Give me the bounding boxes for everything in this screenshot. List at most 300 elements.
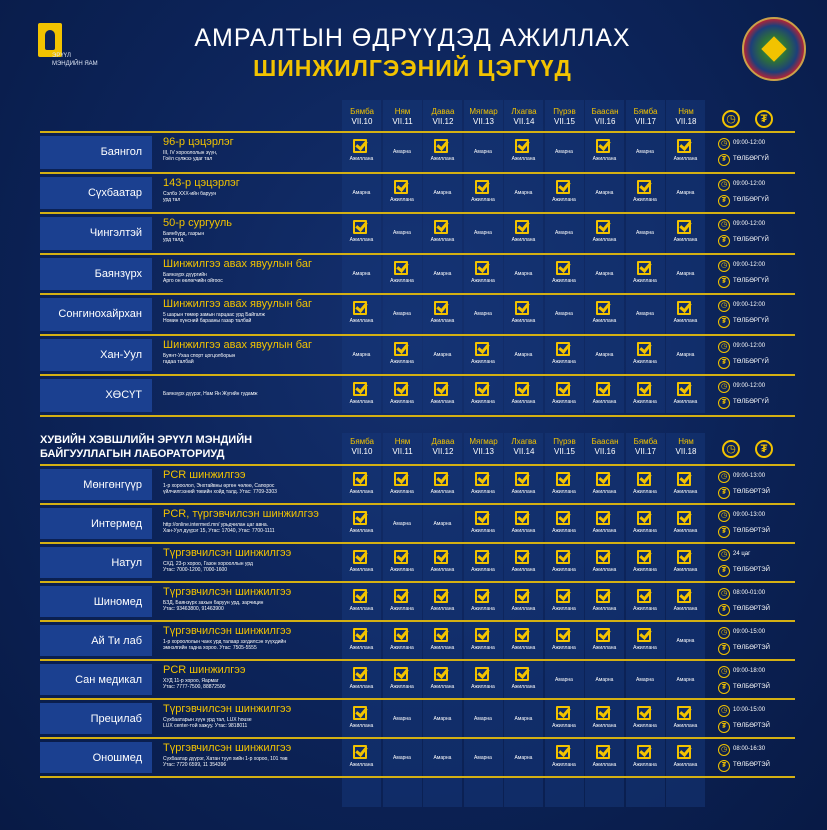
row-district: Сан медикал: [40, 664, 152, 695]
day-status-label: Ажиллана: [592, 528, 617, 534]
day-cell-working: [342, 137, 381, 169]
row-title: Шинжилгээ авах явуулын баг: [163, 298, 312, 310]
day-status-label: Ажиллана: [552, 762, 576, 768]
day-name: Даваа: [431, 437, 455, 446]
day-cell-rest: [585, 665, 624, 697]
checkbox-icon: [434, 628, 448, 642]
day-status-label: Амарна: [393, 149, 411, 155]
row-description: 5 шарын төмөр замын гарцаас урд Байгалж Номин хүнсний барааны газар талбай: [163, 312, 265, 324]
checkbox-icon: [515, 667, 529, 681]
row-district: Баянзүрх: [40, 258, 152, 291]
day-status-label: Амарна: [393, 716, 411, 722]
clock-icon: ◷: [718, 627, 730, 639]
day-date: VII.13: [473, 117, 494, 126]
day-cell-working: [342, 743, 381, 775]
day-status-label: Ажиллана: [390, 606, 414, 612]
day-cell-rest: [423, 704, 462, 736]
day-cell-working: [423, 218, 462, 250]
day-status-label: Амарна: [636, 230, 654, 236]
tugrik-icon: ₮: [718, 397, 730, 409]
day-cell-rest: [423, 259, 462, 291]
row-description: СХД, 23-р хороо, Газон хорооллын урд Утас: 7000-1200, 7000-1600: [163, 561, 253, 573]
day-status-label: Ажиллана: [633, 645, 657, 651]
day-status-label: Амарна: [595, 189, 614, 196]
tugrik-icon: ₮: [755, 110, 773, 128]
day-cell-working: [545, 509, 584, 541]
row-district: Баянгол: [40, 136, 152, 169]
day-status-label: Ажиллана: [552, 723, 576, 729]
checkbox-icon: [515, 472, 529, 486]
day-status-label: Ажиллана: [511, 399, 536, 405]
day-status-label: Амарна: [595, 351, 614, 358]
row-hours: 09:00-18:00: [733, 668, 766, 674]
checkbox-icon: [596, 472, 610, 486]
row-description: http://online.intermed.mn/ урьдчилан цаг авна. Хан-Уул дүүрэг 15, Утас: 17040, Утас: 7700-1111: [163, 522, 275, 534]
day-status-label: Ажиллана: [552, 358, 576, 365]
day-status-label: Ажиллана: [471, 489, 495, 495]
day-cell-working: [464, 587, 503, 619]
row-hours: 09:00-13:00: [733, 512, 766, 518]
day-status-label: Ажиллана: [390, 684, 414, 690]
checkbox-icon: [434, 382, 448, 396]
day-status-label: Ажиллана: [471, 358, 495, 365]
day-cell-working: [423, 137, 462, 169]
day-status-label: Ажиллана: [592, 762, 617, 768]
day-cell-working: [626, 380, 665, 412]
day-status-label: Амарна: [555, 149, 573, 155]
day-cell-working: [464, 665, 503, 697]
day-cell-rest: [464, 137, 503, 169]
day-cell-working: [585, 743, 624, 775]
checkbox-icon: [596, 550, 610, 564]
day-cell-working: [342, 704, 381, 736]
day-date: VII.17: [635, 447, 656, 456]
day-status-label: Ажиллана: [349, 606, 374, 612]
day-cell-working: [342, 299, 381, 331]
tugrik-icon: ₮: [718, 235, 730, 247]
checkbox-icon: [677, 511, 691, 525]
day-cell-working: [504, 587, 543, 619]
day-status-label: Ажиллана: [673, 237, 698, 243]
day-status-label: Ажиллана: [511, 489, 536, 495]
checkbox-icon: [353, 667, 367, 681]
day-cell-working: [423, 587, 462, 619]
checkbox-icon: [353, 301, 367, 315]
checkbox-icon: [637, 706, 651, 720]
day-date: VII.17: [635, 117, 656, 126]
day-date: VII.10: [351, 117, 373, 126]
row-divider: [40, 659, 795, 661]
day-header: [545, 437, 585, 467]
tugrik-icon: ₮: [718, 643, 730, 655]
clock-icon: ◷: [718, 510, 730, 522]
section2-title: ХУВИЙН ХЭВШЛИЙН ЭРҮҮЛ МЭНДИЙН БАЙГУУЛЛАГЫН ЛАБОРАТОРИУД: [40, 434, 253, 460]
day-name: Пүрэв: [553, 437, 576, 446]
day-cell-working: [504, 626, 543, 658]
checkbox-icon: [434, 550, 448, 564]
day-cell-working: [585, 299, 624, 331]
checkbox-icon: [434, 589, 448, 603]
row-hours: 24 цаг: [733, 551, 751, 557]
day-status-label: Ажиллана: [390, 567, 414, 573]
checkbox-icon: [596, 589, 610, 603]
day-name: Бямба: [633, 107, 658, 116]
day-status-label: Ажиллана: [430, 399, 455, 405]
day-status-label: Ажиллана: [633, 723, 657, 729]
day-cell-working: [464, 380, 503, 412]
day-name: Баасан: [591, 107, 619, 116]
clock-icon: ◷: [718, 341, 730, 353]
checkbox-icon: [677, 589, 691, 603]
day-status-label: Амарна: [676, 351, 695, 358]
row-divider: [40, 415, 795, 417]
day-status-label: Амарна: [514, 270, 533, 277]
row-title: Түргэвчилсэн шинжилгээ: [163, 625, 292, 637]
day-date: VII.12: [432, 447, 454, 456]
day-cell-rest: [464, 218, 503, 250]
day-status-label: Ажиллана: [349, 567, 374, 573]
day-status-label: Ажиллана: [471, 277, 495, 284]
row-hours: 08:00-01:00: [733, 590, 766, 596]
day-cell-working: [545, 548, 584, 580]
day-status-label: Ажиллана: [673, 606, 698, 612]
day-cell-working: [464, 548, 503, 580]
day-cell-working: [383, 548, 422, 580]
row-divider: [40, 737, 795, 739]
day-cell-working: [626, 509, 665, 541]
day-cell-working: [423, 299, 462, 331]
tugrik-icon: ₮: [718, 604, 730, 616]
day-cell-working: [464, 340, 503, 372]
checkbox-icon: [596, 628, 610, 642]
day-cell-working: [423, 665, 462, 697]
day-status-label: Ажиллана: [633, 277, 657, 284]
row-title: Түргэвчилсэн шинжилгээ: [163, 586, 292, 598]
checkbox-icon: [677, 550, 691, 564]
day-status-label: Амарна: [676, 270, 695, 277]
checkbox-icon: [353, 550, 367, 564]
day-header: [423, 437, 463, 467]
row-divider: [40, 464, 795, 466]
day-status-label: Амарна: [474, 755, 492, 761]
day-cell-working: [504, 137, 543, 169]
day-cell-working: [666, 548, 705, 580]
checkbox-icon: [677, 301, 691, 315]
row-district: Чингэлтэй: [40, 217, 152, 250]
day-cell-working: [342, 218, 381, 250]
checkbox-icon: [394, 589, 408, 603]
day-status-label: Ажиллана: [673, 567, 698, 573]
day-status-label: Ажиллана: [552, 567, 576, 573]
day-status-label: Амарна: [474, 230, 492, 236]
day-status-label: Амарна: [514, 716, 533, 722]
day-status-label: Амарна: [514, 755, 533, 761]
row-description: Сүхбаатар дүүрэг, Хатан туул хийн 1-р хороо, 101 төв Утас: 7720 6599, 11 354396: [163, 756, 288, 768]
row-divider: [40, 374, 795, 376]
clock-icon: ◷: [718, 666, 730, 678]
day-cell-working: [342, 380, 381, 412]
row-district: Хан-Уул: [40, 339, 152, 372]
row-price: ТӨЛБӨРГҮЙ: [733, 156, 769, 162]
day-header: [464, 437, 504, 467]
row-hours: 09:00-13:00: [733, 473, 766, 479]
day-cell-working: [464, 509, 503, 541]
checkbox-icon: [434, 472, 448, 486]
day-cell-rest: [423, 340, 462, 372]
day-cell-working: [666, 137, 705, 169]
checkbox-icon: [637, 745, 651, 759]
day-cell-working: [545, 743, 584, 775]
day-cell-rest: [585, 340, 624, 372]
day-cell-working: [504, 380, 543, 412]
day-status-label: Ажиллана: [673, 762, 698, 768]
day-cell-working: [545, 380, 584, 412]
clock-icon: ◷: [718, 260, 730, 272]
day-status-label: Ажиллана: [511, 684, 536, 690]
day-name: Ням: [678, 107, 694, 116]
row-district: Шиномед: [40, 586, 152, 617]
row-district: Интермед: [40, 508, 152, 539]
checkbox-icon: [475, 472, 489, 486]
clock-icon: ◷: [718, 549, 730, 561]
row-district: Прецилаб: [40, 703, 152, 734]
day-cell-working: [342, 470, 381, 502]
checkbox-icon: [353, 511, 367, 525]
day-cell-rest: [545, 137, 584, 169]
row-price: ТӨЛБӨРГҮЙ: [733, 318, 769, 324]
row-price: ТӨЛБӨРТЭЙ: [733, 606, 770, 612]
row-divider: [40, 293, 795, 295]
day-cell-working: [504, 470, 543, 502]
checkbox-icon: [475, 511, 489, 525]
day-status-label: Амарна: [474, 311, 492, 317]
tugrik-icon: ₮: [718, 276, 730, 288]
clock-icon: ◷: [718, 219, 730, 231]
day-cell-working: [585, 380, 624, 412]
clock-icon: ◷: [718, 588, 730, 600]
day-header: [585, 437, 625, 467]
day-status-label: Амарна: [393, 311, 411, 317]
tugrik-icon: ₮: [718, 565, 730, 577]
day-cell-rest: [504, 704, 543, 736]
checkbox-icon: [353, 589, 367, 603]
day-status-label: Амарна: [433, 351, 452, 358]
day-cell-rest: [626, 218, 665, 250]
tugrik-icon: ₮: [718, 682, 730, 694]
day-cell-working: [626, 626, 665, 658]
checkbox-icon: [394, 382, 408, 396]
checkbox-icon: [637, 550, 651, 564]
day-status-label: Амарна: [393, 755, 411, 761]
day-status-label: Ажиллана: [673, 399, 698, 405]
day-status-label: Ажиллана: [552, 399, 576, 405]
row-description: Сүхбаатарын зүүн урд тал, LUX house LUX center-той хажуу. Утас: 9818011: [163, 717, 252, 729]
row-hours: 09:00-12:00: [733, 180, 766, 187]
day-status-label: Амарна: [393, 521, 411, 527]
checkbox-icon: [353, 706, 367, 720]
checkbox-icon: [637, 589, 651, 603]
day-cell-rest: [464, 704, 503, 736]
day-cell-working: [585, 548, 624, 580]
checkbox-icon: [353, 139, 367, 153]
row-hours: 09:00-12:00: [733, 261, 766, 268]
day-status-label: Амарна: [433, 521, 452, 527]
row-description: Сэлбэ XXX-ийн баруун урд тал: [163, 190, 217, 203]
day-cell-working: [545, 340, 584, 372]
checkbox-icon: [475, 180, 489, 194]
day-cell-working: [585, 704, 624, 736]
day-status-label: Амарна: [676, 638, 695, 644]
day-cell-working: [504, 218, 543, 250]
day-date: VII.15: [554, 447, 575, 456]
day-cell-rest: [626, 299, 665, 331]
row-price: ТӨЛБӨРТЭЙ: [733, 567, 770, 573]
checkbox-icon: [475, 382, 489, 396]
clock-icon: ◷: [718, 381, 730, 393]
day-cell-working: [666, 218, 705, 250]
day-cell-rest: [342, 178, 381, 210]
day-cell-working: [626, 743, 665, 775]
day-date: VII.18: [675, 117, 697, 126]
day-name: Лхагва: [511, 437, 537, 446]
day-name: Бямба: [350, 107, 374, 116]
day-cell-rest: [545, 218, 584, 250]
day-cell-working: [545, 259, 584, 291]
day-status-label: Ажиллана: [592, 567, 617, 573]
clock-icon: ◷: [718, 300, 730, 312]
day-cell-rest: [383, 218, 422, 250]
day-cell-rest: [666, 178, 705, 210]
day-cell-working: [545, 470, 584, 502]
day-status-label: Ажиллана: [430, 156, 455, 162]
row-description: Баянзүрх дүүрэг, Нам Ян Жүгийн гудамж: [163, 391, 258, 397]
row-description: 1-р хороолол, Энхтайвны өргөн чөлөө, Сапорос үйлчилгээний төвийн хойд талд. Утас: 7709-3303: [163, 483, 277, 495]
checkbox-icon: [596, 511, 610, 525]
day-status-label: Ажиллана: [592, 723, 617, 729]
day-cell-working: [423, 548, 462, 580]
day-cell-working: [585, 470, 624, 502]
checkbox-icon: [394, 180, 408, 194]
day-cell-working: [666, 743, 705, 775]
day-date: VII.14: [513, 447, 535, 456]
day-status-label: Амарна: [636, 677, 654, 683]
day-cell-rest: [545, 665, 584, 697]
day-cell-working: [585, 509, 624, 541]
day-cell-rest: [626, 137, 665, 169]
day-cell-working: [342, 548, 381, 580]
day-name: Даваа: [431, 107, 455, 116]
checkbox-icon: [556, 472, 570, 486]
day-status-label: Ажиллана: [673, 489, 698, 495]
day-cell-rest: [342, 340, 381, 372]
day-name: Пүрэв: [553, 107, 576, 116]
checkbox-icon: [556, 589, 570, 603]
day-cell-rest: [423, 743, 462, 775]
day-cell-working: [383, 340, 422, 372]
day-cell-working: [666, 704, 705, 736]
day-name: Ням: [394, 107, 411, 116]
day-cell-rest: [504, 178, 543, 210]
day-date: VII.10: [351, 447, 373, 456]
row-price: ТӨЛБӨРТЭЙ: [733, 528, 770, 534]
day-status-label: Ажиллана: [471, 567, 495, 573]
day-cell-working: [666, 587, 705, 619]
day-cell-working: [464, 178, 503, 210]
row-description: III, IV хороололын зүүн, Гоёл сүлжээ удаг тал: [163, 150, 218, 162]
day-status-label: Амарна: [433, 755, 452, 761]
day-cell-rest: [464, 743, 503, 775]
row-divider: [40, 131, 795, 133]
row-divider: [40, 212, 795, 214]
checkbox-icon: [394, 261, 408, 275]
row-description: ХУД 11-р хороо, Яармаг Утас: 7777-7500, 88872500: [163, 678, 226, 690]
day-status-label: Ажиллана: [430, 645, 455, 651]
day-cell-working: [626, 259, 665, 291]
row-divider: [40, 620, 795, 622]
checkbox-icon: [394, 628, 408, 642]
checkbox-icon: [515, 550, 529, 564]
day-cell-working: [464, 626, 503, 658]
day-status-label: Ажиллана: [511, 567, 536, 573]
checkbox-icon: [677, 220, 691, 234]
page-title-line1: АМРАЛТЫН ӨДРҮҮДЭД АЖИЛЛАХ: [194, 24, 631, 52]
day-name: Бямба: [633, 437, 658, 446]
day-status-label: Ажиллана: [390, 196, 414, 203]
day-cell-working: [504, 509, 543, 541]
day-status-label: Амарна: [514, 351, 533, 358]
day-cell-rest: [585, 259, 624, 291]
day-status-label: Амарна: [555, 311, 573, 317]
day-status-label: Ажиллана: [471, 684, 495, 690]
day-status-label: Амарна: [474, 716, 492, 722]
day-status-label: Ажиллана: [471, 645, 495, 651]
day-cell-working: [626, 548, 665, 580]
day-cell-rest: [423, 178, 462, 210]
day-status-label: Ажиллана: [390, 277, 414, 284]
day-status-label: Амарна: [555, 230, 573, 236]
row-title: Түргэвчилсэн шинжилгээ: [163, 742, 292, 754]
row-title: Түргэвчилсэн шинжилгээ: [163, 547, 292, 559]
checkbox-icon: [556, 628, 570, 642]
day-status-label: Ажиллана: [349, 156, 374, 162]
row-title: PCR шинжилгээ: [163, 664, 246, 676]
day-cell-working: [626, 704, 665, 736]
checkbox-icon: [677, 472, 691, 486]
row-description: 1-р хороололын чанх урд талаар зэгдилсэн хүүхдийн эмнэлгийн гадна хороо. Утас: 7505-5555: [163, 639, 287, 651]
day-status-label: Ажиллана: [471, 606, 495, 612]
row-title: 96-р цэцэрлэг: [163, 136, 234, 148]
row-divider: [40, 581, 795, 583]
day-status-label: Ажиллана: [633, 606, 657, 612]
day-date: VII.12: [432, 117, 454, 126]
day-status-label: Амарна: [595, 677, 614, 683]
checkbox-icon: [596, 220, 610, 234]
row-district: Сонгинохайрхан: [40, 298, 152, 331]
row-district: Сүхбаатар: [40, 177, 152, 210]
row-title: 50-р сургууль: [163, 217, 232, 229]
day-cell-rest: [504, 743, 543, 775]
day-cell-rest: [383, 704, 422, 736]
ministry-name: ЭРҮҮЛ МЭНДИЙН ЯАМ: [52, 53, 98, 67]
checkbox-icon: [475, 589, 489, 603]
day-cell-working: [342, 665, 381, 697]
day-cell-rest: [626, 665, 665, 697]
day-status-label: Ажиллана: [430, 489, 455, 495]
checkbox-icon: [515, 220, 529, 234]
day-cell-rest: [504, 340, 543, 372]
day-status-label: Амарна: [595, 270, 614, 277]
checkbox-icon: [475, 261, 489, 275]
